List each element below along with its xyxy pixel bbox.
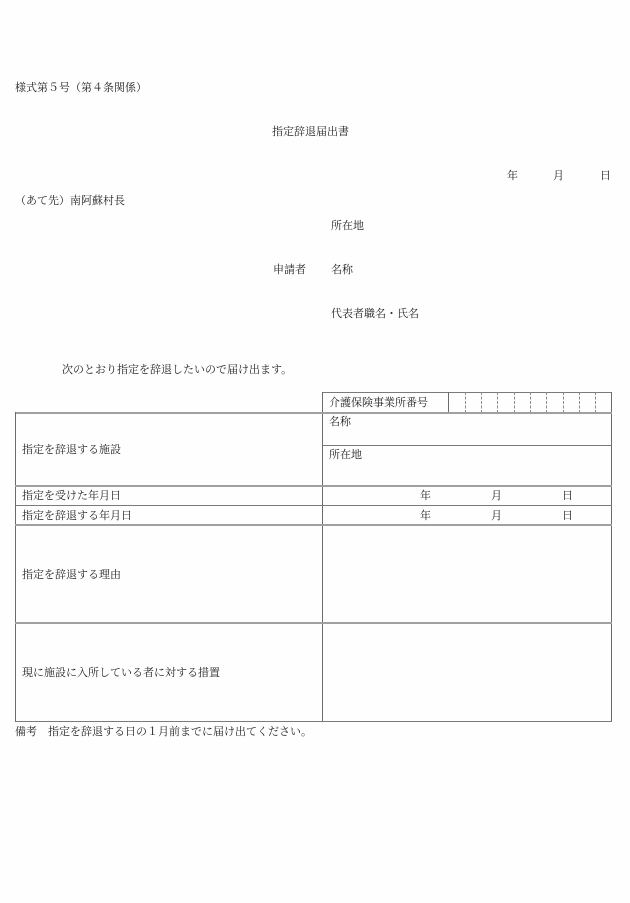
box-divider — [497, 392, 498, 413]
addressee: （あて先）南阿蘇村長 — [15, 194, 125, 207]
table-border — [15, 622, 612, 624]
box-divider — [465, 392, 466, 413]
applicant-address-label: 所在地 — [331, 219, 364, 232]
table-border — [15, 524, 612, 526]
facility-name-label: 名称 — [329, 415, 351, 428]
facility-name-field[interactable] — [323, 427, 611, 444]
month-label: 月 — [491, 509, 502, 522]
form-number: 様式第５号（第４条関係） — [15, 81, 147, 94]
remarks-note: 備考 指定を辞退する日の１月前までに届け出てください。 — [15, 725, 312, 738]
applicant-name-label: 名称 — [331, 263, 353, 276]
box-divider — [563, 392, 564, 413]
date-month-label: 月 — [553, 169, 564, 182]
year-label: 年 — [420, 489, 431, 502]
box-divider — [448, 392, 449, 413]
table-border — [15, 721, 612, 722]
date-year-label: 年 — [507, 169, 518, 182]
facility-label: 指定を辞退する施設 — [22, 443, 121, 456]
date-day-label: 日 — [600, 169, 611, 182]
year-label: 年 — [420, 509, 431, 522]
applicant-representative-label: 代表者職名・氏名 — [331, 307, 419, 320]
withdrawal-date-label: 指定を辞退する年月日 — [22, 509, 132, 522]
table-left-border — [15, 412, 16, 722]
box-divider — [481, 392, 482, 413]
box-divider — [595, 392, 596, 413]
applicant-label: 申請者 — [273, 263, 306, 276]
month-label: 月 — [491, 489, 502, 502]
box-divider — [546, 392, 547, 413]
box-divider — [514, 392, 515, 413]
table-right-border — [611, 392, 612, 722]
provider-number-label: 介護保険事業所番号 — [329, 396, 428, 409]
table-border — [322, 445, 612, 446]
table-border — [322, 392, 612, 393]
measures-label: 現に施設に入所している者に対する措置 — [22, 666, 220, 679]
page-title: 指定辞退届出書 — [272, 125, 349, 138]
reason-field[interactable] — [323, 527, 611, 622]
table-border — [15, 412, 612, 414]
reason-label: 指定を辞退する理由 — [22, 568, 121, 581]
facility-address-label: 所在地 — [329, 448, 362, 461]
intro-text: 次のとおり指定を辞退したいので届け出ます。 — [62, 363, 293, 376]
day-label: 日 — [562, 509, 573, 522]
designation-date-label: 指定を受けた年月日 — [22, 489, 121, 502]
facility-address-field[interactable] — [323, 462, 611, 484]
day-label: 日 — [562, 489, 573, 502]
box-divider — [579, 392, 580, 413]
box-divider — [530, 392, 531, 413]
table-border — [15, 505, 612, 506]
measures-field[interactable] — [323, 625, 611, 720]
